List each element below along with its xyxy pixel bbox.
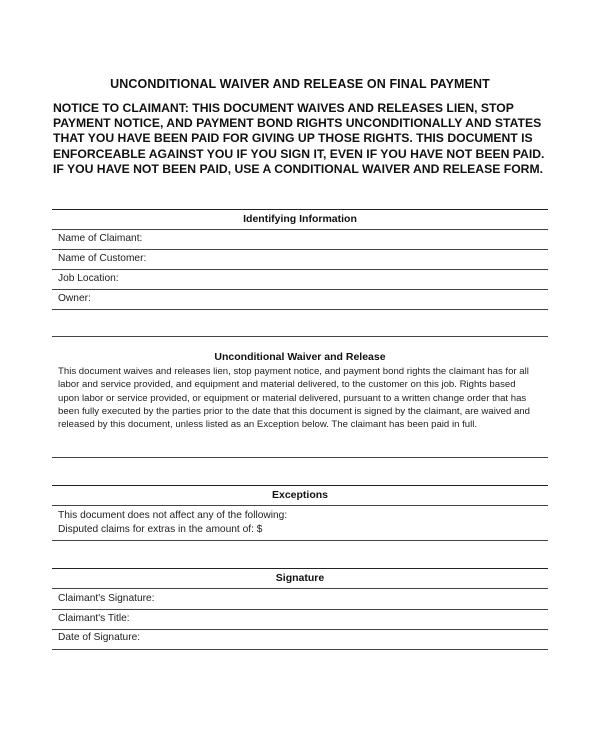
claimant-title-field[interactable]: Claimant's Title: [58,613,130,624]
row-divider [52,269,548,270]
section-divider [52,568,548,569]
row-divider [52,457,548,458]
document-title: UNCONDITIONAL WAIVER AND RELEASE ON FINAL PAYMENT [110,77,490,91]
row-divider [52,540,548,541]
signature-heading: Signature [275,572,325,584]
owner-field[interactable]: Owner: [58,293,91,304]
row-divider [52,249,548,250]
row-divider [52,588,548,589]
claimant-name-field[interactable]: Name of Claimant: [58,233,143,244]
customer-name-field[interactable]: Name of Customer: [58,253,147,264]
row-divider [52,609,548,610]
section-divider [52,209,548,210]
identifying-info-heading: Identifying Information [243,213,357,225]
exceptions-heading: Exceptions [271,489,329,501]
signature-date-field[interactable]: Date of Signature: [58,632,141,643]
row-divider [52,289,548,290]
claimant-signature-field[interactable]: Claimant's Signature: [58,593,155,604]
waiver-heading: Unconditional Waiver and Release [214,351,386,363]
row-divider [52,649,548,650]
section-divider [52,485,548,486]
disputed-claims-field[interactable]: Disputed claims for extras in the amount of: $ [58,524,263,535]
row-divider [52,505,548,506]
job-location-field[interactable]: Job Location: [58,273,119,284]
row-divider [52,229,548,230]
row-divider [52,336,548,337]
row-divider [52,629,548,630]
row-divider [52,309,548,310]
notice-to-claimant: NOTICE TO CLAIMANT: THIS DOCUMENT WAIVES AND RELEASES LIEN, STOP PAYMENT NOTICE, AND PAYMENT BOND RIGHTS UNCONDITIONALLY AND STATES THAT YOU HAVE BEEN PAID FOR GIVING UP THOSE RIGHTS. THIS DOCUMENT IS ENFORCEABLE AGAINST YOU IF YOU SIGN IT, EVEN IF YOU HAVE NOT BEEN PAID. IF YOU HAVE NOT BEEN PAID, USE A CONDITIONAL WAIVER AND RELEASE FORM. [53,101,545,176]
exceptions-note: This document does not affect any of the following: [58,510,288,521]
waiver-body-text: This document waives and releases lien, stop payment notice, and payment bond rights the claimant has for all labor and service provided, and equipment and material delivered, to the customer on this job. Rights based upon labor or service provided, or equipment or material delivered, pursuant to a written change order that has been fully executed by the parties prior to the date that this document is signed by the claimant, are waived and released by this document, unless listed as an Exception below. The claimant has been paid in full. [58,366,530,431]
